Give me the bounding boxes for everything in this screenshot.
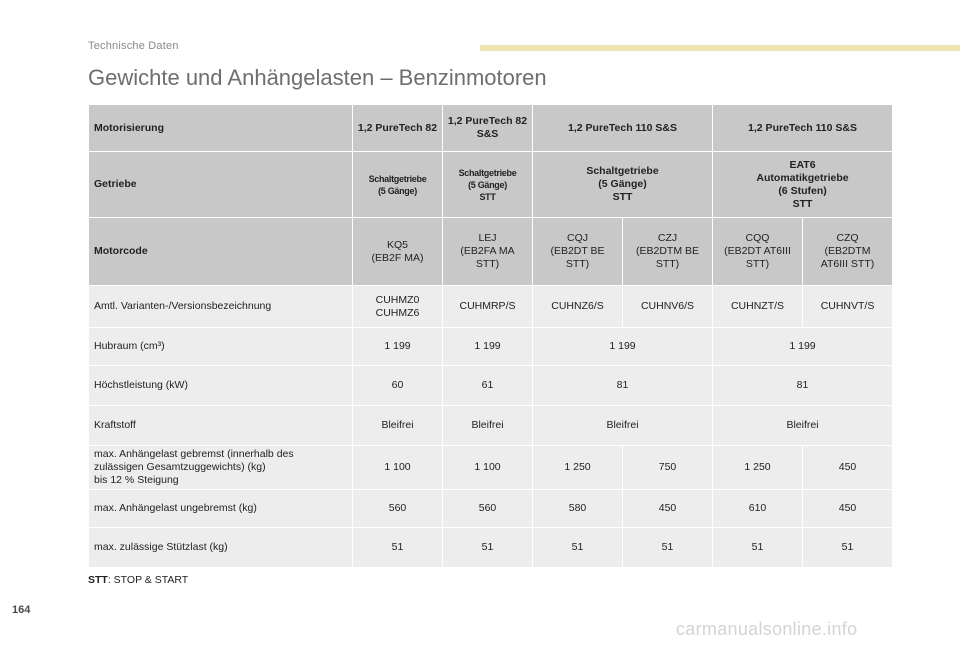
cell-motorcode-4: CZJ (EB2DTM BE STT)	[623, 218, 713, 286]
table-row-kraftstoff	[89, 406, 893, 446]
cell-motorcode-6: CZQ (EB2DTM AT6III STT)	[803, 218, 893, 286]
cell-gebremst-5: 1 250	[713, 446, 803, 490]
table-row-varianten	[89, 286, 893, 328]
cell-kraftstoff-4: Bleifrei	[713, 406, 893, 446]
row-label-ungebremst: max. Anhängelast ungebremst (kg)	[89, 490, 353, 528]
row-label-kraftstoff: Kraftstoff	[89, 406, 353, 446]
row-label-leistung: Höchstleistung (kW)	[89, 366, 353, 406]
cell-ungebremst-3: 580	[533, 490, 623, 528]
cell-getriebe-2: Schaltgetriebe (5 Gänge) STT	[443, 152, 533, 218]
cell-getriebe-4: EAT6 Automatikgetriebe (6 Stufen) STT	[713, 152, 893, 218]
table-row-motorcode	[89, 218, 893, 286]
cell-ungebremst-5: 610	[713, 490, 803, 528]
table-row-leistung	[89, 366, 893, 406]
cell-stuetzlast-6: 51	[803, 528, 893, 568]
watermark: carmanualsonline.info	[676, 619, 858, 639]
table-row-stuetzlast	[89, 528, 893, 568]
cell-varianten-5: CUHNZT/S	[713, 286, 803, 328]
specification-table	[88, 104, 893, 568]
footnote-text: : STOP & START	[107, 574, 189, 586]
cell-motorisierung-2: 1,2 PureTech 82 S&S	[443, 105, 533, 152]
cell-motorcode-5: CQQ (EB2DT AT6III STT)	[713, 218, 803, 286]
cell-ungebremst-1: 560	[353, 490, 443, 528]
footnote-term: STT	[88, 574, 108, 586]
cell-motorcode-3: CQJ (EB2DT BE STT)	[533, 218, 623, 286]
cell-getriebe-3: Schaltgetriebe (5 Gänge) STT	[533, 152, 713, 218]
cell-leistung-2: 61	[443, 366, 533, 406]
cell-ungebremst-2: 560	[443, 490, 533, 528]
table-row-gebremst	[89, 446, 893, 490]
cell-ungebremst-6: 450	[803, 490, 893, 528]
cell-hubraum-1: 1 199	[353, 328, 443, 366]
cell-varianten-1: CUHMZ0 CUHMZ6	[353, 286, 443, 328]
cell-leistung-1: 60	[353, 366, 443, 406]
cell-motorisierung-4: 1,2 PureTech 110 S&S	[713, 105, 893, 152]
row-label-motorcode: Motorcode	[89, 218, 353, 286]
cell-kraftstoff-2: Bleifrei	[443, 406, 533, 446]
header-accent-bar	[480, 45, 960, 51]
row-label-varianten: Amtl. Varianten-/Versionsbezeichnung	[89, 286, 353, 328]
section-label: Technische Daten	[88, 40, 179, 52]
cell-ungebremst-4: 450	[623, 490, 713, 528]
table-row-motorisierung	[89, 105, 893, 152]
cell-leistung-3: 81	[533, 366, 713, 406]
cell-motorcode-2: LEJ (EB2FA MA STT)	[443, 218, 533, 286]
cell-gebremst-1: 1 100	[353, 446, 443, 490]
cell-hubraum-3: 1 199	[533, 328, 713, 366]
row-label-motorisierung: Motorisierung	[89, 105, 353, 152]
cell-varianten-4: CUHNV6/S	[623, 286, 713, 328]
table-row-hubraum	[89, 328, 893, 366]
cell-varianten-3: CUHNZ6/S	[533, 286, 623, 328]
row-label-hubraum: Hubraum (cm³)	[89, 328, 353, 366]
cell-hubraum-2: 1 199	[443, 328, 533, 366]
footnote	[88, 574, 188, 586]
row-label-stuetzlast: max. zulässige Stützlast (kg)	[89, 528, 353, 568]
row-label-gebremst: max. Anhängelast gebremst (innerhalb des zulässigen Gesamtzuggewichts) (kg) bis 12 % Steigung	[89, 446, 353, 490]
cell-stuetzlast-1: 51	[353, 528, 443, 568]
cell-stuetzlast-2: 51	[443, 528, 533, 568]
cell-varianten-2: CUHMRP/S	[443, 286, 533, 328]
page-number: 164	[12, 604, 31, 616]
cell-leistung-4: 81	[713, 366, 893, 406]
row-label-getriebe: Getriebe	[89, 152, 353, 218]
cell-getriebe-1: Schaltgetriebe (5 Gänge)	[353, 152, 443, 218]
cell-gebremst-4: 750	[623, 446, 713, 490]
cell-motorcode-1: KQ5 (EB2F MA)	[353, 218, 443, 286]
cell-varianten-6: CUHNVT/S	[803, 286, 893, 328]
cell-gebremst-3: 1 250	[533, 446, 623, 490]
cell-stuetzlast-5: 51	[713, 528, 803, 568]
cell-stuetzlast-3: 51	[533, 528, 623, 568]
cell-hubraum-4: 1 199	[713, 328, 893, 366]
cell-motorisierung-3: 1,2 PureTech 110 S&S	[533, 105, 713, 152]
cell-stuetzlast-4: 51	[623, 528, 713, 568]
table-row-ungebremst	[89, 490, 893, 528]
cell-gebremst-2: 1 100	[443, 446, 533, 490]
table-row-getriebe	[89, 152, 893, 218]
cell-kraftstoff-3: Bleifrei	[533, 406, 713, 446]
cell-motorisierung-1: 1,2 PureTech 82	[353, 105, 443, 152]
page-title: Gewichte und Anhängelasten – Benzinmotoren	[88, 65, 547, 90]
cell-gebremst-6: 450	[803, 446, 893, 490]
cell-kraftstoff-1: Bleifrei	[353, 406, 443, 446]
